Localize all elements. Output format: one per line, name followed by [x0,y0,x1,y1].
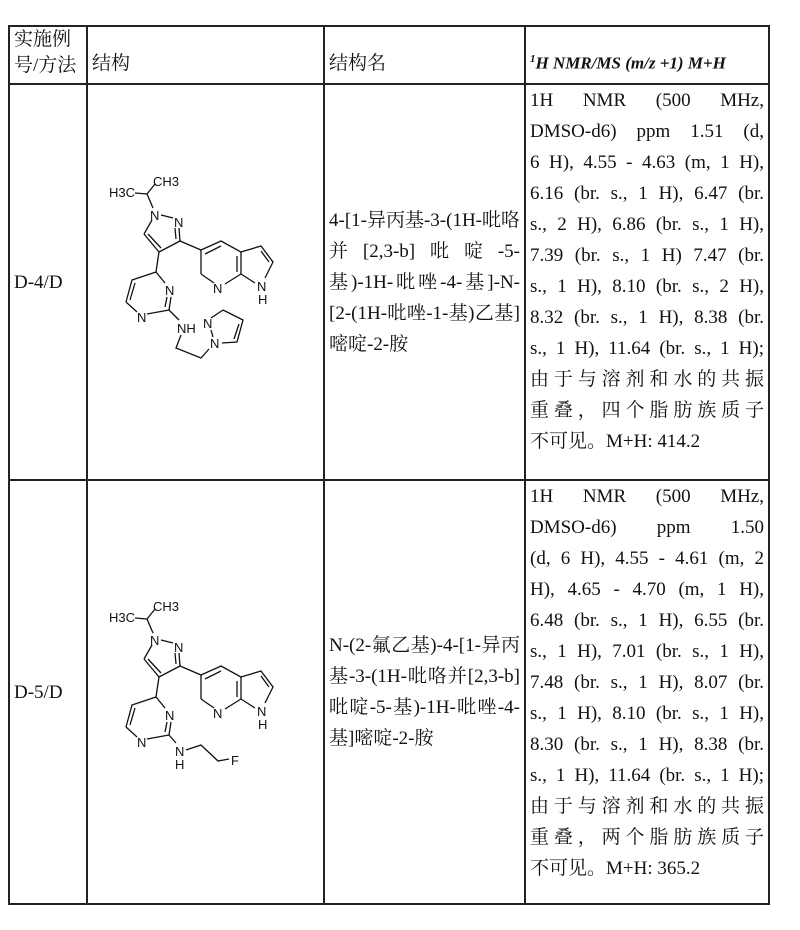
nmr-line: DMSO-d6) ppm 1.50 [530,512,764,543]
atom-label: CH3 [153,599,179,614]
atom-label: N [210,336,219,351]
header-line: 实施例 [14,29,71,50]
data-table [8,25,770,905]
table-row [9,84,769,480]
atom-label: F [231,753,239,768]
header-nmr [525,26,769,84]
example-id: D-5/D [9,480,87,904]
structure-name: 4-[1-异丙基-3-(1H-吡咯并[2,3-b]吡啶-5-基)-1H-吡唑-4-基]-N-[2-(1H-吡唑-1-基)乙基]嘧啶-2-胺 [324,84,525,480]
nmr-line: 6.48 (br. s., 1 H), 6.55 (br. [530,605,764,636]
nmr-line: 6.16 (br. s., 1 H), 6.47 (br. [530,178,764,209]
nmr-line: 重叠，四个脂肪族质子 [530,395,764,426]
nmr-line: 7.39 (br. s., 1 H) 7.47 (br. [530,240,764,271]
nmr-line: H), 4.65 - 4.70 (m, 1 H), [530,574,764,605]
nmr-line: 1H NMR (500 MHz, [530,481,764,512]
table-row [9,480,769,904]
atom-label: CH3 [153,174,179,189]
atom-label: H3C [109,185,135,200]
atom-label: N [174,215,183,230]
header-structure-name: 结构名 [324,26,525,84]
atom-label: N [165,283,174,298]
atom-label: N [257,279,266,294]
atom-label: N [213,706,222,721]
structure-cell [87,84,324,480]
atom-label: N [150,633,159,648]
nmr-line: 由于与溶剂和水的共振 [530,364,764,395]
atom-label: H [175,757,184,772]
chemical-structure [106,587,306,787]
nmr-line: s., 1 H), 11.64 (br. s., 1 H); [530,760,764,791]
header-nmr-label: H NMR/MS (m/z +1) M+H [536,54,726,73]
header-line: 号/方法 [14,55,76,76]
chemical-structure [106,162,306,392]
atom-label: N [257,704,266,719]
header-example-method [9,26,87,84]
nmr-line: 7.48 (br. s., 1 H), 8.07 (br. [530,667,764,698]
example-id: D-4/D [9,84,87,480]
atom-label: N [165,708,174,723]
nmr-line: s., 2 H), 6.86 (br. s., 1 H), [530,209,764,240]
nmr-line: 不可见。M+H: 414.2 [530,426,764,457]
atom-label: N [203,316,212,331]
atom-label: NH [177,321,196,336]
atom-label: H [258,292,267,307]
superscript: 1 [530,53,536,65]
nmr-line: (d, 6 H), 4.55 - 4.61 (m, 2 [530,543,764,574]
nmr-line: 6 H), 4.55 - 4.63 (m, 1 H), [530,147,764,178]
atom-label: N [150,208,159,223]
nmr-line: 由于与溶剂和水的共振 [530,791,764,822]
nmr-line: 重叠，两个脂肪族质子 [530,822,764,853]
nmr-line: s., 1 H), 11.64 (br. s., 1 H); [530,333,764,364]
nmr-line: s., 1 H), 8.10 (br. s., 2 H), [530,271,764,302]
atom-label: N [137,310,146,325]
nmr-line: s., 1 H), 7.01 (br. s., 1 H), [530,636,764,667]
atom-label: H [258,717,267,732]
atom-label: N [175,744,184,759]
nmr-line: DMSO-d6) ppm 1.51 (d, [530,116,764,147]
structure-cell [87,480,324,904]
structure-name: N-(2-氟乙基)-4-[1-异丙基-3-(1H-吡咯并[2,3-b]吡啶-5-基)-1H-吡唑-4-基]嘧啶-2-胺 [324,480,525,904]
nmr-line: s., 1 H), 8.10 (br. s., 1 H), [530,698,764,729]
table-header [9,26,769,84]
atom-label: N [174,640,183,655]
header-structure: 结构 [87,26,324,84]
nmr-data [525,84,769,480]
nmr-line: 1H NMR (500 MHz, [530,85,764,116]
nmr-line: 不可见。M+H: 365.2 [530,853,764,884]
nmr-data [525,480,769,904]
atom-label: N [137,735,146,750]
nmr-line: 8.30 (br. s., 1 H), 8.38 (br. [530,729,764,760]
atom-label: H3C [109,610,135,625]
atom-label: N [213,281,222,296]
nmr-line: 8.32 (br. s., 1 H), 8.38 (br. [530,302,764,333]
